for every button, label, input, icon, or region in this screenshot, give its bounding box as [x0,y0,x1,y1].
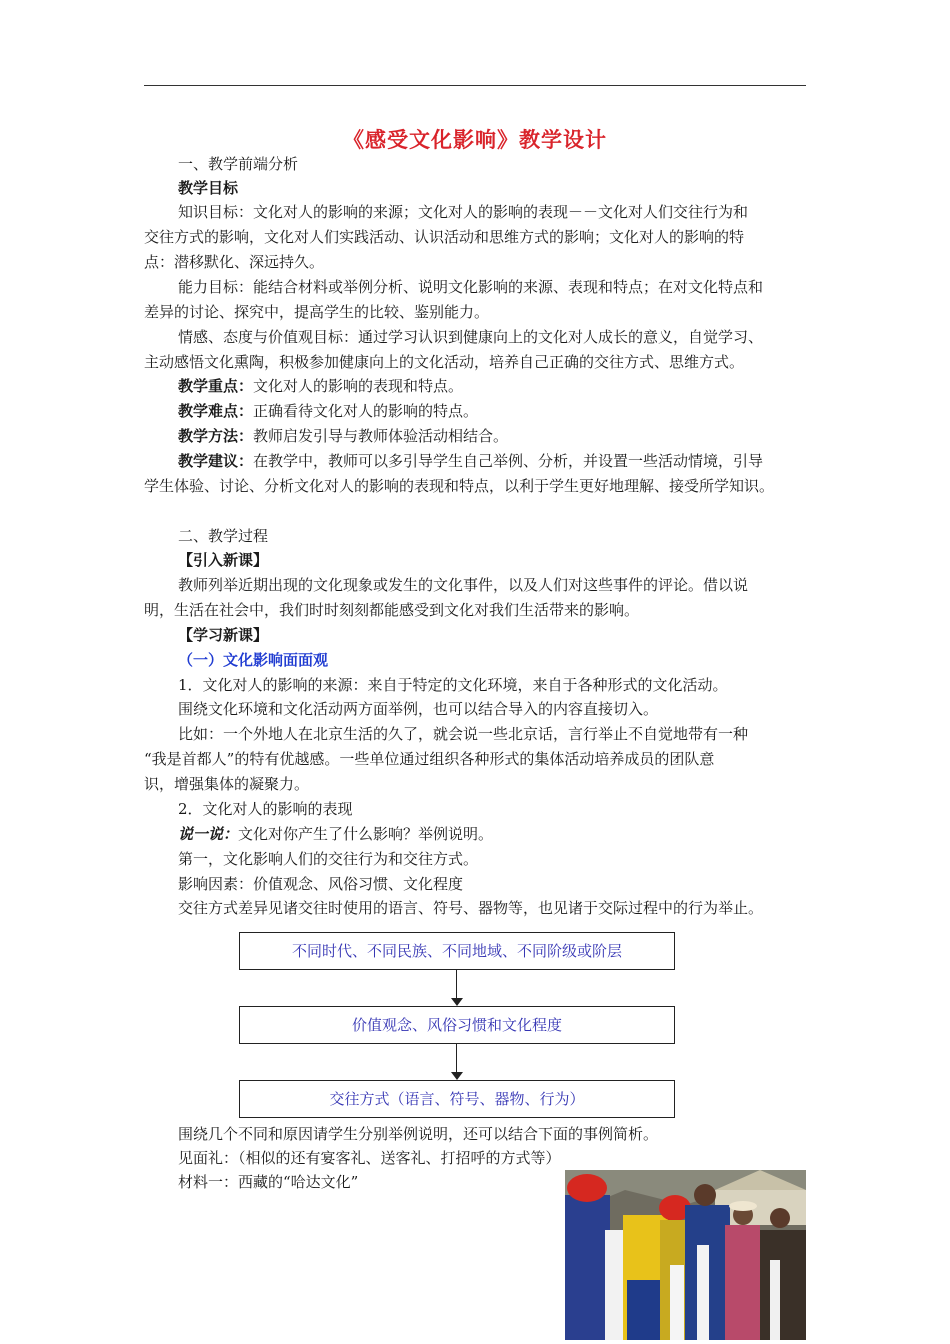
arrow-down-icon [451,998,463,1006]
goals-label: 教学目标 [178,179,239,197]
header-rule [144,85,806,86]
intro-line: 教师列举近期出现的文化现象或发生的文化事件，以及人们对这些事件的评论。借以说 [178,576,749,594]
say-text: 文化对你产生了什么影响？举例说明。 [238,825,494,843]
learn-label: 【学习新课】 [178,626,269,644]
subheading-culture-influence: （一）文化影响面面观 [178,651,329,669]
flow-box-factors: 不同时代、不同民族、不同地域、不同阶级或阶层 [239,932,675,970]
knowledge-line: 交往方式的影响，文化对人们实践活动、认识活动和思维方式的影响；文化对人的影响的特 [144,228,745,246]
key-text: 文化对人的影响的表现和特点。 [253,377,464,395]
flow-connector [456,970,457,998]
paragraph: 1．文化对人的影响的来源：来自于特定的文化环境，来自于各种形式的文化活动。 [178,676,728,694]
section-heading-1: 一、教学前端分析 [178,155,299,173]
teaching-advice [178,449,763,473]
flow-box-values: 价值观念、风俗习惯和文化程度 [239,1006,675,1044]
paragraph: 影响因素：价值观念、风俗习惯、文化程度 [178,875,464,893]
method-label: 教学方法： [178,427,254,445]
paragraph: 围绕文化环境和文化活动两方面举例，也可以结合导入的内容直接切入。 [178,700,659,718]
hard-label: 教学难点： [178,402,254,420]
hada-photo-illustration [565,1170,806,1340]
emotion-line: 主动感悟文化熏陶，积极参加健康向上的文化活动，培养自己正确的交往方式、思维方式。 [144,353,745,371]
key-point [178,374,463,398]
example-line: 比如：一个外地人在北京生活的久了，就会说一些北京话，言行举止不自觉地带有一种 [178,725,749,743]
key-label: 教学重点： [178,377,254,395]
difficult-point [178,399,478,423]
paragraph: 交往方式差异见诸交往时使用的语言、符号、器物等，也见诸于交际过程中的行为举止。 [178,899,764,917]
example-line: 识，增强集体的凝聚力。 [144,775,310,793]
intro-line: 明，生活在社会中，我们时时刻刻都能感受到文化对我们生活带来的影响。 [144,601,640,619]
emotion-line: 情感、态度与价值观目标：通过学习认识到健康向上的文化对人成长的意义，自觉学习、 [178,328,764,346]
ability-line: 差异的讨论、探究中，提高学生的比较、鉴别能力。 [144,303,490,321]
method-text: 教师启发引导与教师体验活动相结合。 [253,427,509,445]
advice-line: 学生体验、讨论、分析文化对人的影响的表现和特点，以利于学生更好地理解、接受所学知识。 [144,477,775,495]
paragraph: 2．文化对人的影响的表现 [178,800,353,818]
page-title: 《感受文化影响》教学设计 [343,127,607,152]
knowledge-line: 知识目标：文化对人的影响的来源；文化对人的影响的表现－－文化对人们交往行为和 [178,203,749,221]
paragraph: 围绕几个不同和原因请学生分别举例说明，还可以结合下面的事例简析。 [178,1125,659,1143]
arrow-down-icon [451,1072,463,1080]
ability-line: 能力目标：能结合材料或举例分析、说明文化影响的来源、表现和特点；在对文化特点和 [178,278,764,296]
teaching-method [178,424,508,448]
intro-label: 【引入新课】 [178,551,269,569]
paragraph: 第一，文化影响人们的交往行为和交往方式。 [178,850,479,868]
paragraph: 见面礼：（相似的还有宴客礼、送客礼、打招呼的方式等） [178,1149,561,1167]
flow-connector [456,1044,457,1072]
material-label: 材料一：西藏的“哈达文化” [178,1173,359,1191]
example-line: “我是首都人”的特有优越感。一些单位通过组织各种形式的集体活动培养成员的团队意 [144,750,715,768]
hada-photo [565,1170,806,1340]
advice-label: 教学建议： [178,452,254,470]
say-label: 说一说： [178,825,239,843]
section-heading-2: 二、教学过程 [178,527,269,545]
knowledge-line: 点：潜移默化、深远持久。 [144,253,325,271]
advice-text: 在教学中，教师可以多引导学生自己举例、分析，并设置一些活动情境，引导 [253,452,764,470]
flow-box-communication: 交往方式（语言、符号、器物、行为） [239,1080,675,1118]
say-prompt [178,822,493,846]
hard-text: 正确看待文化对人的影响的特点。 [253,402,479,420]
